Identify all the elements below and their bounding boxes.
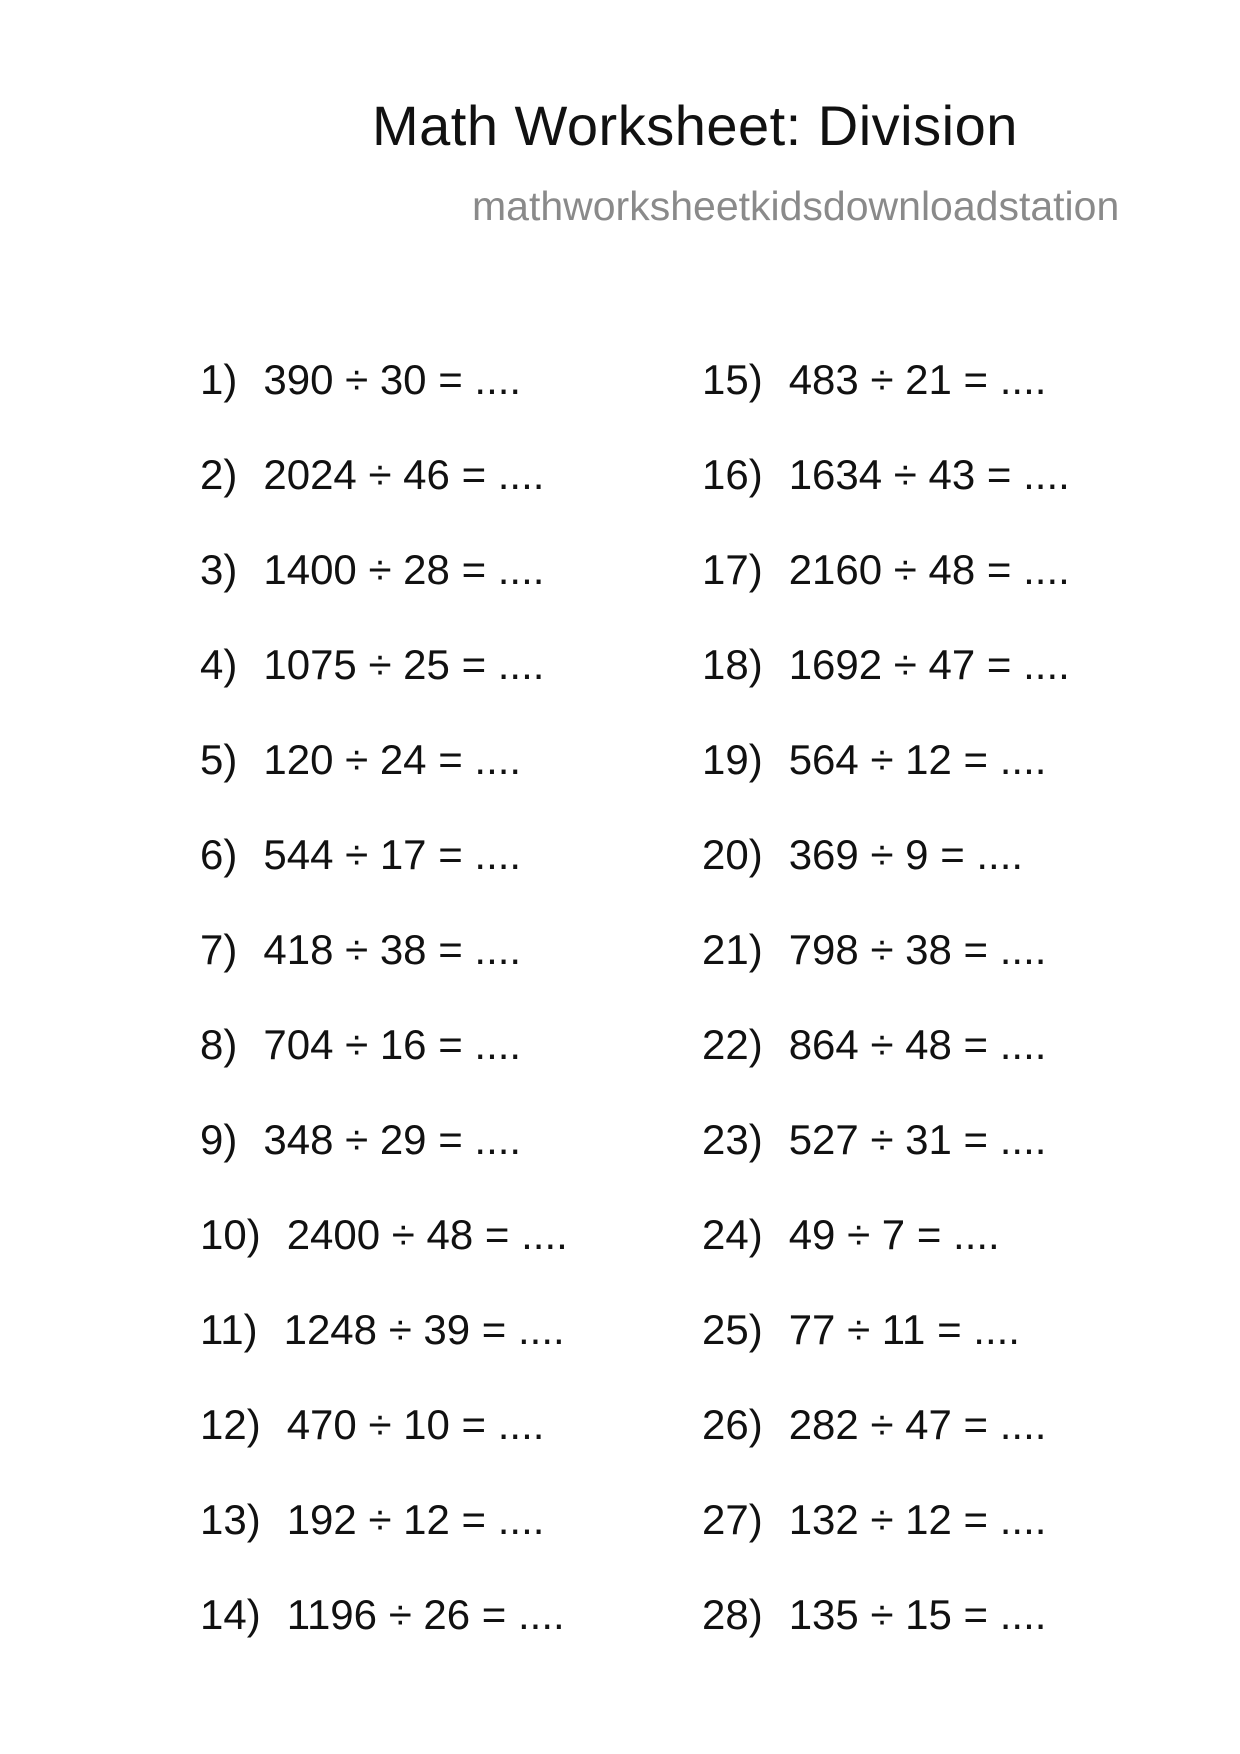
worksheet-title: Math Worksheet: Division [372,94,1018,157]
problem-item [200,1306,568,1401]
problem-number: 19) [702,736,763,783]
problem-item [702,1211,1070,1306]
problem-number: 1) [200,356,238,403]
problem-expression: 135 ÷ 15 = .... [788,1591,1047,1638]
problem-number: 28) [702,1591,763,1638]
problem-number: 23) [702,1116,763,1163]
problem-number: 16) [702,451,763,498]
problem-item [702,1116,1070,1211]
problem-number: 17) [702,546,763,593]
problem-number: 13) [200,1496,261,1543]
problem-expression: 1248 ÷ 39 = .... [283,1306,565,1353]
problem-item [200,356,568,451]
problem-expression: 390 ÷ 30 = .... [263,356,522,403]
problem-item [702,1496,1070,1591]
problem-item [200,1401,568,1496]
problem-number: 26) [702,1401,763,1448]
problem-expression: 704 ÷ 16 = .... [263,1021,522,1068]
problem-number: 21) [702,926,763,973]
problem-number: 3) [200,546,238,593]
problem-expression: 49 ÷ 7 = .... [788,1211,1000,1258]
problem-number: 25) [702,1306,763,1353]
problem-expression: 2024 ÷ 46 = .... [263,451,545,498]
problem-expression: 120 ÷ 24 = .... [263,736,522,783]
problem-number: 22) [702,1021,763,1068]
problem-item [702,1021,1070,1116]
problem-column-right [702,356,1070,1686]
problem-item [200,1211,568,1306]
worksheet-subtitle: mathworksheetkidsdownloadstation [472,183,1120,229]
problem-number: 27) [702,1496,763,1543]
problem-item [702,1306,1070,1401]
problem-number: 5) [200,736,238,783]
problem-item [200,1021,568,1116]
problem-item [200,451,568,546]
problem-expression: 282 ÷ 47 = .... [788,1401,1047,1448]
problem-item [702,546,1070,641]
problem-item [702,356,1070,451]
problem-item [200,926,568,1021]
problem-item [702,831,1070,926]
problem-number: 8) [200,1021,238,1068]
problem-number: 24) [702,1211,763,1258]
problem-expression: 470 ÷ 10 = .... [286,1401,545,1448]
problem-expression: 1075 ÷ 25 = .... [263,641,545,688]
problem-item [200,641,568,736]
problem-expression: 527 ÷ 31 = .... [788,1116,1047,1163]
problem-number: 18) [702,641,763,688]
problem-expression: 369 ÷ 9 = .... [788,831,1024,878]
problem-expression: 864 ÷ 48 = .... [788,1021,1047,1068]
problem-item [702,736,1070,831]
problem-expression: 544 ÷ 17 = .... [263,831,522,878]
problem-column-left [200,356,568,1686]
problem-expression: 1400 ÷ 28 = .... [263,546,545,593]
problem-number: 6) [200,831,238,878]
problem-expression: 132 ÷ 12 = .... [788,1496,1047,1543]
problem-expression: 2160 ÷ 48 = .... [788,546,1070,593]
problem-number: 2) [200,451,238,498]
problem-item [702,1591,1070,1686]
problem-item [200,831,568,926]
problem-number: 10) [200,1211,261,1258]
problem-number: 7) [200,926,238,973]
problem-expression: 1634 ÷ 43 = .... [788,451,1070,498]
problem-expression: 564 ÷ 12 = .... [788,736,1047,783]
problem-number: 9) [200,1116,238,1163]
problem-number: 12) [200,1401,261,1448]
problem-item [200,546,568,641]
problem-item [702,451,1070,546]
problem-expression: 77 ÷ 11 = .... [788,1306,1020,1353]
problem-expression: 798 ÷ 38 = .... [788,926,1047,973]
problem-item [702,641,1070,736]
problem-item [702,926,1070,1021]
problem-number: 4) [200,641,238,688]
problem-item [200,1591,568,1686]
problem-number: 14) [200,1591,261,1638]
problem-item [200,736,568,831]
problem-expression: 1692 ÷ 47 = .... [788,641,1070,688]
problem-expression: 483 ÷ 21 = .... [788,356,1047,403]
problem-item [200,1116,568,1211]
problem-expression: 348 ÷ 29 = .... [263,1116,522,1163]
problem-expression: 1196 ÷ 26 = .... [286,1591,565,1638]
problem-number: 20) [702,831,763,878]
problem-expression: 2400 ÷ 48 = .... [286,1211,568,1258]
problem-number: 11) [200,1306,258,1353]
problem-number: 15) [702,356,763,403]
problem-expression: 418 ÷ 38 = .... [263,926,522,973]
problem-expression: 192 ÷ 12 = .... [286,1496,545,1543]
problem-item [702,1401,1070,1496]
problem-item [200,1496,568,1591]
